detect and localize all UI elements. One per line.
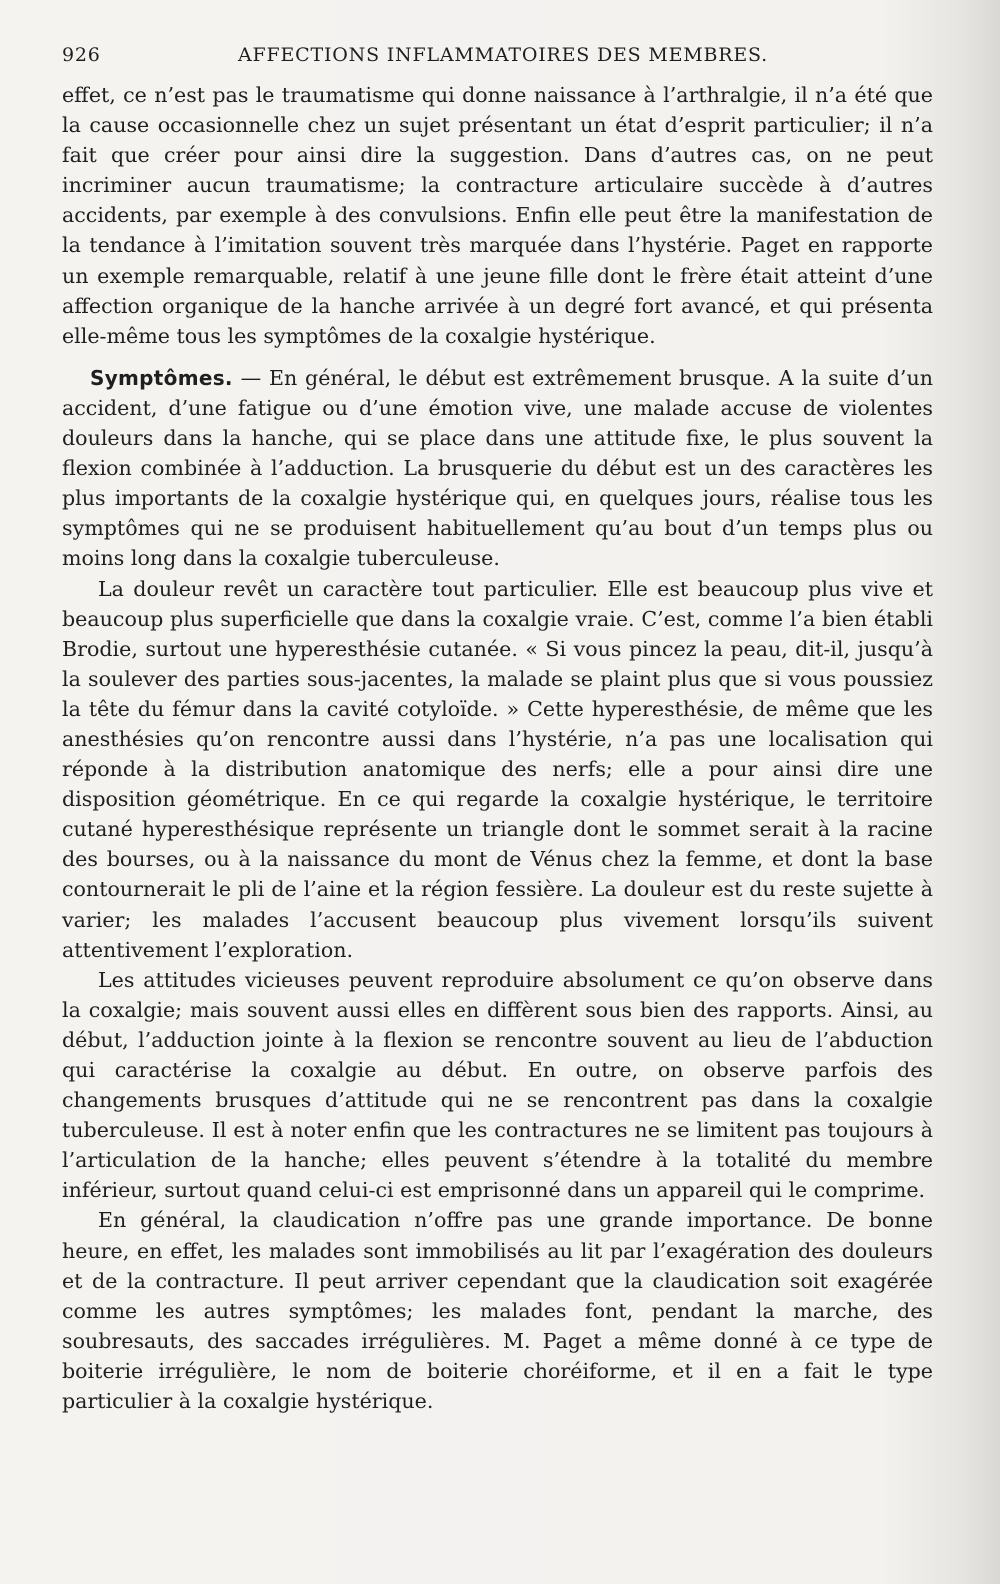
paragraph-attitudes: Les attitudes vicieuses peuvent reproduire absolument ce qu’on observe dans la coxalgie; mais souvent aussi elles en diffèrent sous bien des rapports. Ainsi, au début, l’adduction jointe à la flexion se rencontre souvent au lieu de l’abduction qui caractérise la coxalgie au début. En outre, on observe parfois des changements brusques d’attitude qui ne se rencontrent pas dans la coxalgie tuberculeuse. Il est à noter enfin que les contractures ne se limitent pas toujours à l’articulation de la hanche; elles peuvent s’étendre à la totalité du membre inférieur, surtout quand celui-ci est emprisonné dans un appareil qui le comprime. xyxy=(62,967,933,1203)
running-title: AFFECTIONS INFLAMMATOIRES DES MEMBRES. xyxy=(238,44,769,66)
paragraph-continuation: effet, ce n’est pas le traumatisme qui donne naissance à l’arthralgie, il n’a été que la cause occasionnelle chez un sujet présentant un état d’esprit particulier; il n’a fait que créer pour ainsi dire la suggestion. Dans d’autres cas, on ne peut incriminer aucun traumatisme; la contracture articulaire succède à d’autres accidents, par exemple à des convulsions. Enfin elle peut être la manifestation de la tendance à l’imitation souvent très marquée dans l’hystérie. Paget en rapporte un exemple remarquable, relatif à une jeune fille dont le frère était atteint d’une affection organique de la hanche arrivée à un degré fort avancé, et qui présenta elle-même tous les symptômes de la coxalgie hystérique. xyxy=(62,83,933,348)
paragraph-douleur: La douleur revêt un caractère tout particulier. Elle est beaucoup plus vive et beaucoup plus superficielle que dans la coxalgie vraie. C’est, comme l’a bien établi Brodie, surtout une hyperesthésie cutanée. « Si vous pincez la peau, dit-il, jusqu’à la soulever des parties sous-jacentes, la malade se plaint plus que si vous poussiez la tête du fémur dans la cavité cotyloïde. » Cette hyperesthésie, de même que les anesthésies qu’on rencontre aussi dans l’hystérie, n’a pas une localisation qui réponde à la distribution anatomique des nerfs; elle a pour ainsi dire une disposition géométrique. En ce qui regarde la coxalgie hystérique, le territoire cutané hyperesthésique représente un triangle dont le sommet serait à la racine des bourses, ou à la naissance du mont de Vénus chez la femme, et dont la base contournerait le pli de l’aine et la région fessière. La douleur est du reste sujette à varier; les malades l’accusent beaucoup plus vivement lorsqu’ils suivent attentivement l’exploration. xyxy=(62,576,933,962)
section-dash: — xyxy=(232,365,269,390)
page-number: 926 xyxy=(62,44,101,66)
paragraph-symptomes: En général, le début est extrêmement brusque. A la suite d’un accident, d’une fatigue ou d’une émotion vive, une malade accuse de violentes douleurs dans la hanche, qui se place dans une attitude fixe, le plus souvent la flexion combinée à l’adduction. La brusquerie du début est un des caractères les plus importants de la coxalgie hystérique qui, en quelques jours, réalise tous les symptômes qui ne se produisent habituellement qu’au bout d’un temps plus ou moins long dans la coxalgie tuberculeuse. xyxy=(62,365,933,571)
paragraph-claudication: En général, la claudication n’offre pas une grande importance. De bonne heure, en effet, les malades sont immobilisés au lit par l’exagération des douleurs et de la contracture. Il peut arriver cependant que la claudication soit exagérée comme les autres symptômes; les malades font, pendant la marche, des soubresauts, des saccades irrégulières. M. Paget a même donné à ce type de boiterie irrégulière, le nom de boiterie choréiforme, et il en a fait le type particulier à la coxalgie hystérique. xyxy=(62,1208,933,1414)
page-header xyxy=(62,44,942,74)
section-symptomes xyxy=(62,363,933,574)
section-heading: Symptômes. xyxy=(90,365,233,390)
body-text xyxy=(62,80,933,1416)
